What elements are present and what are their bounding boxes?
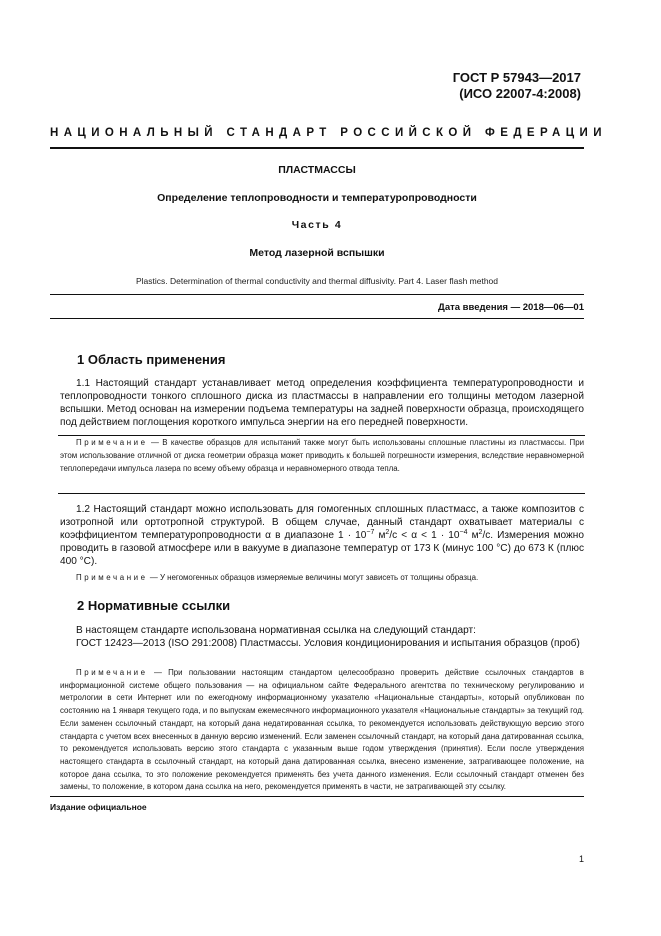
banner-divider: [50, 147, 584, 149]
page-number: 1: [578, 854, 584, 864]
exponent: −4: [459, 529, 468, 536]
date-divider: [50, 318, 584, 319]
footer-divider: [50, 796, 584, 797]
section-1-paragraph-2: [60, 503, 584, 568]
note-text: — В качестве образцов для испытаний также могут быть использованы сплошные пластины из пластмассы. При этом использование отличной от диска геометрии образца может приводить к большей погрешности измерения, вследствие неравномерной теплопередачи импульса лазера по всему объему образца и неравномерного отвода тепла.: [60, 438, 584, 473]
text-run: 1.2 Настоящий стандарт можно использовать для гомогенных сплошных пластмасс, а также композитов с изотропной или ортотропной структурой. В общем случае, данный стандарт охватывает материалы с коэффициентом температуропроводности α в диапазоне 1 · 10: [60, 504, 584, 541]
text-run: м: [467, 530, 479, 541]
section-1-paragraph-1: 1.1 Настоящий стандарт устанавливает метод определения коэффициента температуропроводности и теплопроводности тонкого сплошного диска из пластмассы в направлении его толщины методом лазерной вспышки. Метод основан на измерении подъема температуры на задней поверхности образца, происходящего под действием поглощения короткого импульса энергии на его передней поверхности.: [60, 378, 584, 428]
section-1-heading: 1 Область применения: [77, 352, 226, 367]
section-2-heading: 2 Нормативные ссылки: [77, 598, 231, 613]
exponent: 2: [478, 529, 483, 536]
title-part: Часть 4: [291, 219, 343, 231]
text-run: м: [374, 530, 386, 541]
national-standard-banner: НАЦИОНАЛЬНЫЙ СТАНДАРТ РОССИЙСКОЙ ФЕДЕРАЦИИ: [50, 127, 607, 139]
title-part-name: Метод лазерной вспышки: [249, 247, 385, 259]
english-title: Plastics. Determination of thermal conductivity and thermal diffusivity. Part 4. Laser flash method: [135, 276, 499, 286]
note-label: Примечание: [76, 573, 148, 582]
section-1-note-1: [60, 437, 584, 475]
note-text: — При пользовании настоящим стандартом целесообразно проверить действие ссылочных стандартов в информационной системе общего пользования — на официальном сайте Федерального агентства по техническому регулированию и метрологии в сети Интернет или по ежегодному информационному указателю «Национальные стандарты», который опубликован по состоянию на 1 января текущего года, и по выпускам ежемесячного информационного указателя «Национальные стандарты» за текущий год. Если заменен ссылочный стандарт, на который дана недатированная ссылка, то рекомендуется использовать действующую версию этого стандарта с учетом всех внесенных в данную версию изменений. Если заменен ссылочный стандарт, на который дана датированная ссылка, то рекомендуется использовать версию этого стандарта с указанным выше годом утверждения (принятия). Если после утверждения настоящего стандарта в ссылочный стандарт, на который дана датированная ссылка, внесено изменение, затрагивающее положение, на которое дана ссылка, то это положение рекомендуется применять без учета данного изменения. Если ссылочный стандарт отменен без замены, то положение, в котором дана ссылка на него, рекомендуется применять в части, не затрагивающей эту ссылку.: [60, 668, 584, 792]
section-2-paragraph-1: В настоящем стандарте использована нормативная ссылка на следующий стандарт:: [76, 625, 476, 636]
document-identifier: [453, 70, 581, 102]
section-2-note: [60, 667, 584, 794]
iso-number: (ИСО 22007-4:2008): [459, 86, 581, 101]
edition-label: Издание официальное: [50, 802, 147, 812]
exponent: 2: [385, 529, 390, 536]
title-divider: [50, 294, 584, 295]
exponent: −7: [366, 529, 375, 536]
section-2-reference: ГОСТ 12423—2013 (ISO 291:2008) Пластмассы. Условия кондиционирования и испытания образцов (проб): [76, 638, 580, 649]
note-label: Примечание: [76, 438, 148, 447]
note-label: Примечание: [76, 668, 148, 677]
title-main: ПЛАСТМАССЫ: [278, 164, 356, 176]
text-run: /с. Измерения можно проводить в газовой атмосфере или в вакууме в диапазоне температур от 173 К (минус 100 °С) до 673 К (плюс 400 °С).: [60, 530, 584, 567]
standard-number: ГОСТ Р 57943—2017: [452, 70, 581, 85]
title-subtitle: Определение теплопроводности и температуропроводности: [157, 192, 477, 204]
note-text: — У негомогенных образцов измеряемые величины могут зависеть от толщины образца.: [149, 573, 479, 582]
introduction-date: Дата введения — 2018—06—01: [438, 302, 584, 313]
section-1-note-2: [60, 572, 584, 585]
text-run: /с < α < 1 · 10: [389, 530, 460, 541]
